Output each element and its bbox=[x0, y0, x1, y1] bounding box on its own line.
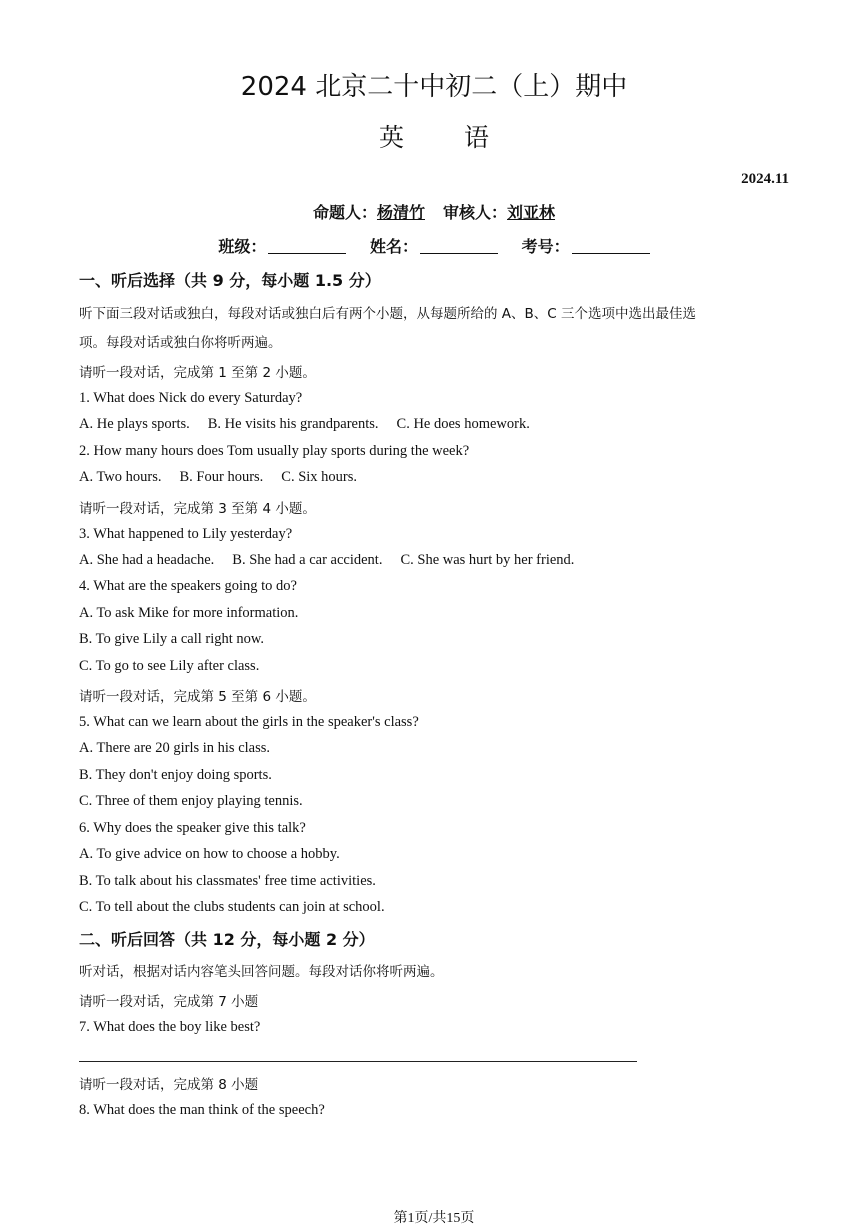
q5-option-c: C. Three of them enjoy playing tennis. bbox=[79, 793, 303, 809]
exam-date: 2024.11 bbox=[741, 171, 789, 187]
q2-option-c: C. Six hours. bbox=[281, 469, 358, 485]
listening-prompt-1: 请听一段对话，完成第 1 至第 2 小题。 bbox=[79, 365, 316, 381]
section1-instruction-line2: 项。每段对话或独白你将听两遍。 bbox=[79, 335, 282, 351]
q4-option-c: C. To go to see Lily after class. bbox=[79, 658, 260, 674]
exam-no-field bbox=[522, 234, 650, 257]
question-3: 3. What happened to Lily yesterday? bbox=[79, 526, 293, 542]
q3-option-a: A. She had a headache. bbox=[79, 552, 215, 568]
name-label: 姓名： bbox=[369, 237, 418, 256]
class-field bbox=[218, 234, 346, 257]
author-line bbox=[0, 200, 868, 223]
subject-title: 英语 bbox=[378, 123, 549, 152]
q1-option-c: C. He does homework. bbox=[396, 416, 530, 432]
reviewer-label: 审核人： bbox=[443, 203, 508, 222]
class-blank[interactable] bbox=[268, 237, 346, 254]
section1-heading: 一、听后选择（共 9 分，每小题 1.5 分） bbox=[79, 271, 381, 290]
listening-prompt-8: 请听一段对话，完成第 8 小题 bbox=[79, 1077, 259, 1093]
name-blank[interactable] bbox=[420, 237, 498, 254]
section2-heading: 二、听后回答（共 12 分，每小题 2 分） bbox=[79, 930, 375, 949]
q1-option-a: A. He plays sports. bbox=[79, 416, 190, 432]
page-number: 第1页/共15页 bbox=[393, 1211, 475, 1226]
author-name: 杨清竹 bbox=[376, 203, 425, 222]
class-label: 班级： bbox=[218, 237, 267, 256]
question-8: 8. What does the man think of the speech? bbox=[79, 1102, 325, 1118]
q6-option-c: C. To tell about the clubs students can join at school. bbox=[79, 899, 385, 915]
q3-option-c: C. She was hurt by her friend. bbox=[400, 552, 575, 568]
q4-option-b: B. To give Lily a call right now. bbox=[79, 631, 265, 647]
question-1-options bbox=[79, 416, 548, 433]
section1-instruction-line1: 听下面三段对话或独白，每段对话或独白后有两个小题，从每题所给的 A、B、C 三个选项中选出最佳选 bbox=[79, 306, 697, 322]
question-5: 5. What can we learn about the girls in the speaker's class? bbox=[79, 714, 419, 730]
q1-option-b: B. He visits his grandparents. bbox=[207, 416, 379, 432]
q2-option-a: A. Two hours. bbox=[79, 469, 162, 485]
exam-no-label: 考号： bbox=[521, 237, 570, 256]
page-title: 2024 北京二十中初二（上）期中 bbox=[240, 72, 628, 102]
student-info-fields bbox=[0, 234, 868, 257]
question-3-options bbox=[79, 552, 592, 569]
section2-instruction: 听对话，根据对话内容笔头回答问题。每段对话你将听两遍。 bbox=[79, 964, 444, 980]
answer-line-q7[interactable] bbox=[79, 1061, 637, 1062]
exam-no-blank[interactable] bbox=[572, 237, 650, 254]
q6-option-a: A. To give advice on how to choose a hobby. bbox=[79, 846, 340, 862]
reviewer-name: 刘亚林 bbox=[507, 203, 556, 222]
q2-option-b: B. Four hours. bbox=[179, 469, 264, 485]
question-1: 1. What does Nick do every Saturday? bbox=[79, 390, 303, 406]
q6-option-b: B. To talk about his classmates' free time activities. bbox=[79, 873, 376, 889]
listening-prompt-2: 请听一段对话，完成第 3 至第 4 小题。 bbox=[79, 501, 316, 517]
q5-option-b: B. They don't enjoy doing sports. bbox=[79, 767, 272, 783]
q5-option-a: A. There are 20 girls in his class. bbox=[79, 740, 271, 756]
listening-prompt-3: 请听一段对话，完成第 5 至第 6 小题。 bbox=[79, 689, 316, 705]
question-4: 4. What are the speakers going to do? bbox=[79, 578, 297, 594]
q4-option-a: A. To ask Mike for more information. bbox=[79, 605, 299, 621]
question-2-options bbox=[79, 469, 375, 486]
author-label: 命题人： bbox=[312, 203, 377, 222]
question-2: 2. How many hours does Tom usually play sports during the week? bbox=[79, 443, 470, 459]
question-7: 7. What does the boy like best? bbox=[79, 1019, 261, 1035]
question-6: 6. Why does the speaker give this talk? bbox=[79, 820, 306, 836]
q3-option-b: B. She had a car accident. bbox=[232, 552, 383, 568]
name-field bbox=[370, 234, 498, 257]
listening-prompt-7: 请听一段对话，完成第 7 小题 bbox=[79, 994, 259, 1010]
